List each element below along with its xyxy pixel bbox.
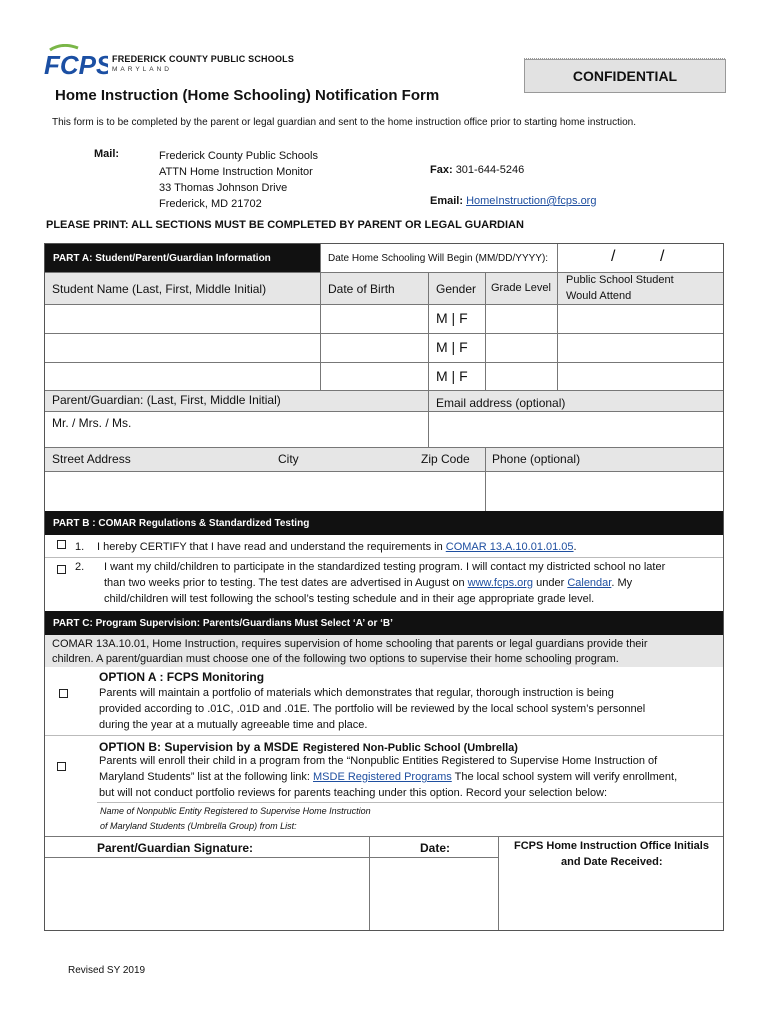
gender-option-3[interactable]: M | F: [436, 368, 468, 384]
signature-date-field[interactable]: [370, 858, 498, 930]
option-b-title-main: OPTION B: Supervision by a MSDE: [99, 740, 299, 754]
divider: [557, 244, 558, 390]
divider: [45, 272, 723, 273]
office-initials-line2: and Date Received:: [561, 856, 663, 868]
address-line: Frederick, MD 21702: [159, 198, 262, 210]
item1-text: I hereby CERTIFY that I have read and understand the requirements in: [97, 541, 443, 553]
part-c-intro-line1: COMAR 13A.10.01, Home Instruction, requires supervision of home schooling that parents or legal guardians provide their: [52, 638, 648, 650]
student-name-field-1[interactable]: [46, 305, 320, 333]
umbrella-label-line1: Name of Nonpublic Entity Registered to Supervise Home Instruction: [100, 806, 371, 816]
parent-name-label: Parent/Guardian: (Last, First, Middle Initial): [52, 393, 281, 407]
option-b-line3: but will not conduct portfolio reviews for parents teaching under this option. Record your selection below:: [99, 787, 608, 799]
item1-text-line: [97, 541, 577, 553]
address-line: 33 Thomas Johnson Drive: [159, 182, 288, 194]
item2-line3: child/children will test following the school’s testing schedule and in their age appropriate grade level.: [104, 593, 595, 605]
part-b-heading: PART B : COMAR Regulations & Standardized Testing: [45, 511, 723, 535]
address-line: ATTN Home Instruction Monitor: [159, 166, 313, 178]
testing-checkbox[interactable]: [57, 565, 66, 574]
divider: [485, 272, 486, 390]
email-line: [430, 195, 596, 207]
divider: [498, 836, 499, 930]
email-link[interactable]: HomeInstruction@fcps.org: [466, 195, 597, 207]
email-optional-label: Email address (optional): [436, 396, 566, 410]
divider: [97, 802, 723, 803]
revised-footer: Revised SY 2019: [68, 965, 146, 976]
item1-period: .: [573, 541, 577, 553]
item2-number: 2.: [75, 561, 85, 573]
salutation-text: Mr. / Mrs. / Ms.: [52, 416, 132, 430]
divider: [428, 272, 429, 390]
district-name: FREDERICK COUNTY PUBLIC SCHOOLS: [112, 54, 295, 64]
divider: [45, 557, 723, 558]
msde-programs-link[interactable]: MSDE Registered Programs: [313, 771, 452, 783]
zip-code-label: Zip Code: [421, 452, 470, 466]
divider: [320, 244, 321, 390]
part-c-intro-line2: children. A parent/guardian must choose one of the following two options to supervise their home schooling program.: [52, 653, 619, 665]
option-a-line1: Parents will maintain a portfolio of materials which demonstrates that regular, thorough instruction is being: [99, 687, 614, 699]
signature-field[interactable]: [46, 858, 369, 930]
col-school-line1: Public School Student: [566, 274, 674, 286]
mail-label: Mail:: [94, 148, 120, 160]
col-date-of-birth: Date of Birth: [328, 282, 395, 296]
email-label: Email:: [430, 195, 464, 207]
umbrella-group-field[interactable]: [420, 804, 722, 834]
col-grade-level: Grade Level: [491, 282, 551, 294]
comar-link[interactable]: COMAR 13.A.10.01.01.05: [445, 541, 574, 553]
col-student-name: Student Name (Last, First, Middle Initial): [52, 282, 267, 296]
date-begin-label: Date Home Schooling Will Begin (MM/DD/YYYY):: [328, 253, 549, 264]
col-school-line2: Would Attend: [566, 290, 632, 302]
fax-label: Fax:: [430, 164, 453, 176]
item2-line2-text: than two weeks prior to testing. The test dates are advertised in August on: [104, 577, 465, 589]
address-field[interactable]: [46, 472, 485, 510]
date-slash: /: [660, 248, 665, 265]
part-a-heading: PART A: Student/Parent/Guardian Information: [45, 244, 321, 272]
logo-wordmark: FCPS: [44, 50, 108, 78]
option-b-line2-end: The local school system will verify enrollment,: [454, 771, 678, 783]
address-line: Frederick County Public Schools: [159, 150, 318, 162]
fcps-logo: [44, 44, 108, 78]
option-b-checkbox[interactable]: [57, 762, 66, 771]
mail-address: [159, 148, 318, 212]
phone-field[interactable]: [486, 472, 723, 510]
item2-under-text: under: [536, 577, 565, 589]
option-a-title: OPTION A : FCPS Monitoring: [99, 670, 265, 684]
certify-checkbox[interactable]: [57, 540, 66, 549]
student-name-field-3[interactable]: [46, 363, 320, 390]
option-b-line1: Parents will enroll their child in a program from the “Nonpublic Entities Registered to Supervise Home Instruction of: [99, 755, 658, 767]
option-a-line2: provided according to .01C, .01D and .01E. The portfolio will be reviewed by the local school system’s personnel: [99, 703, 646, 715]
date-begin-field[interactable]: [556, 244, 724, 272]
fax-number: 301-644-5246: [455, 164, 525, 176]
calendar-link[interactable]: Calendar: [567, 577, 612, 589]
option-b-title: [99, 738, 518, 756]
item1-number: 1.: [75, 541, 85, 553]
intro-text: This form is to be completed by the parent or legal guardian and sent to the home instruction office prior to starting home instruction.: [52, 117, 637, 128]
street-address-label: Street Address: [52, 452, 131, 466]
option-b-title-sub: Registered Non-Public School (Umbrella): [302, 742, 518, 754]
divider: [45, 735, 723, 736]
option-a-checkbox[interactable]: [59, 689, 68, 698]
fax-line: [430, 164, 524, 176]
option-a-line3: during the year at a mutually agreeable time and place.: [99, 719, 368, 731]
item2-line2: [104, 577, 632, 589]
gender-option-1[interactable]: M | F: [436, 310, 468, 326]
date-slash: /: [611, 248, 616, 265]
parent-name-field[interactable]: [46, 412, 428, 447]
confidential-badge: CONFIDENTIAL: [524, 59, 726, 93]
option-b-line2-text: Maryland Students” list at the following link:: [99, 771, 310, 783]
email-field[interactable]: [429, 412, 723, 447]
item2-line2-end: . My: [611, 577, 633, 589]
page-title: Home Instruction (Home Schooling) Notification Form: [55, 87, 440, 104]
district-state: MARYLAND: [112, 66, 173, 73]
part-c-heading: PART C: Program Supervision: Parents/Guardians Must Select ‘A’ or ‘B’: [45, 611, 723, 635]
city-label: City: [278, 452, 299, 466]
umbrella-label-line2: of Maryland Students (Umbrella Group) from List:: [100, 821, 297, 831]
signature-label: Parent/Guardian Signature:: [97, 841, 254, 855]
gender-option-2[interactable]: M | F: [436, 339, 468, 355]
address-header-row: [45, 448, 723, 471]
fcps-website-link[interactable]: www.fcps.org: [467, 577, 534, 589]
item2-line1: I want my child/children to participate in the standardized testing program. I will contact my districted school no later: [104, 561, 666, 573]
office-initials-line1: FCPS Home Instruction Office Initials: [514, 840, 709, 852]
phone-label: Phone (optional): [492, 452, 581, 466]
col-gender: Gender: [436, 282, 477, 296]
divider: [45, 447, 723, 448]
please-print-notice: PLEASE PRINT: ALL SECTIONS MUST BE COMPLETED BY PARENT OR LEGAL GUARDIAN: [46, 219, 524, 231]
option-b-line2: [99, 771, 677, 783]
signature-date-label: Date:: [420, 841, 451, 855]
divider: [45, 836, 723, 837]
student-name-field-2[interactable]: [46, 334, 320, 362]
